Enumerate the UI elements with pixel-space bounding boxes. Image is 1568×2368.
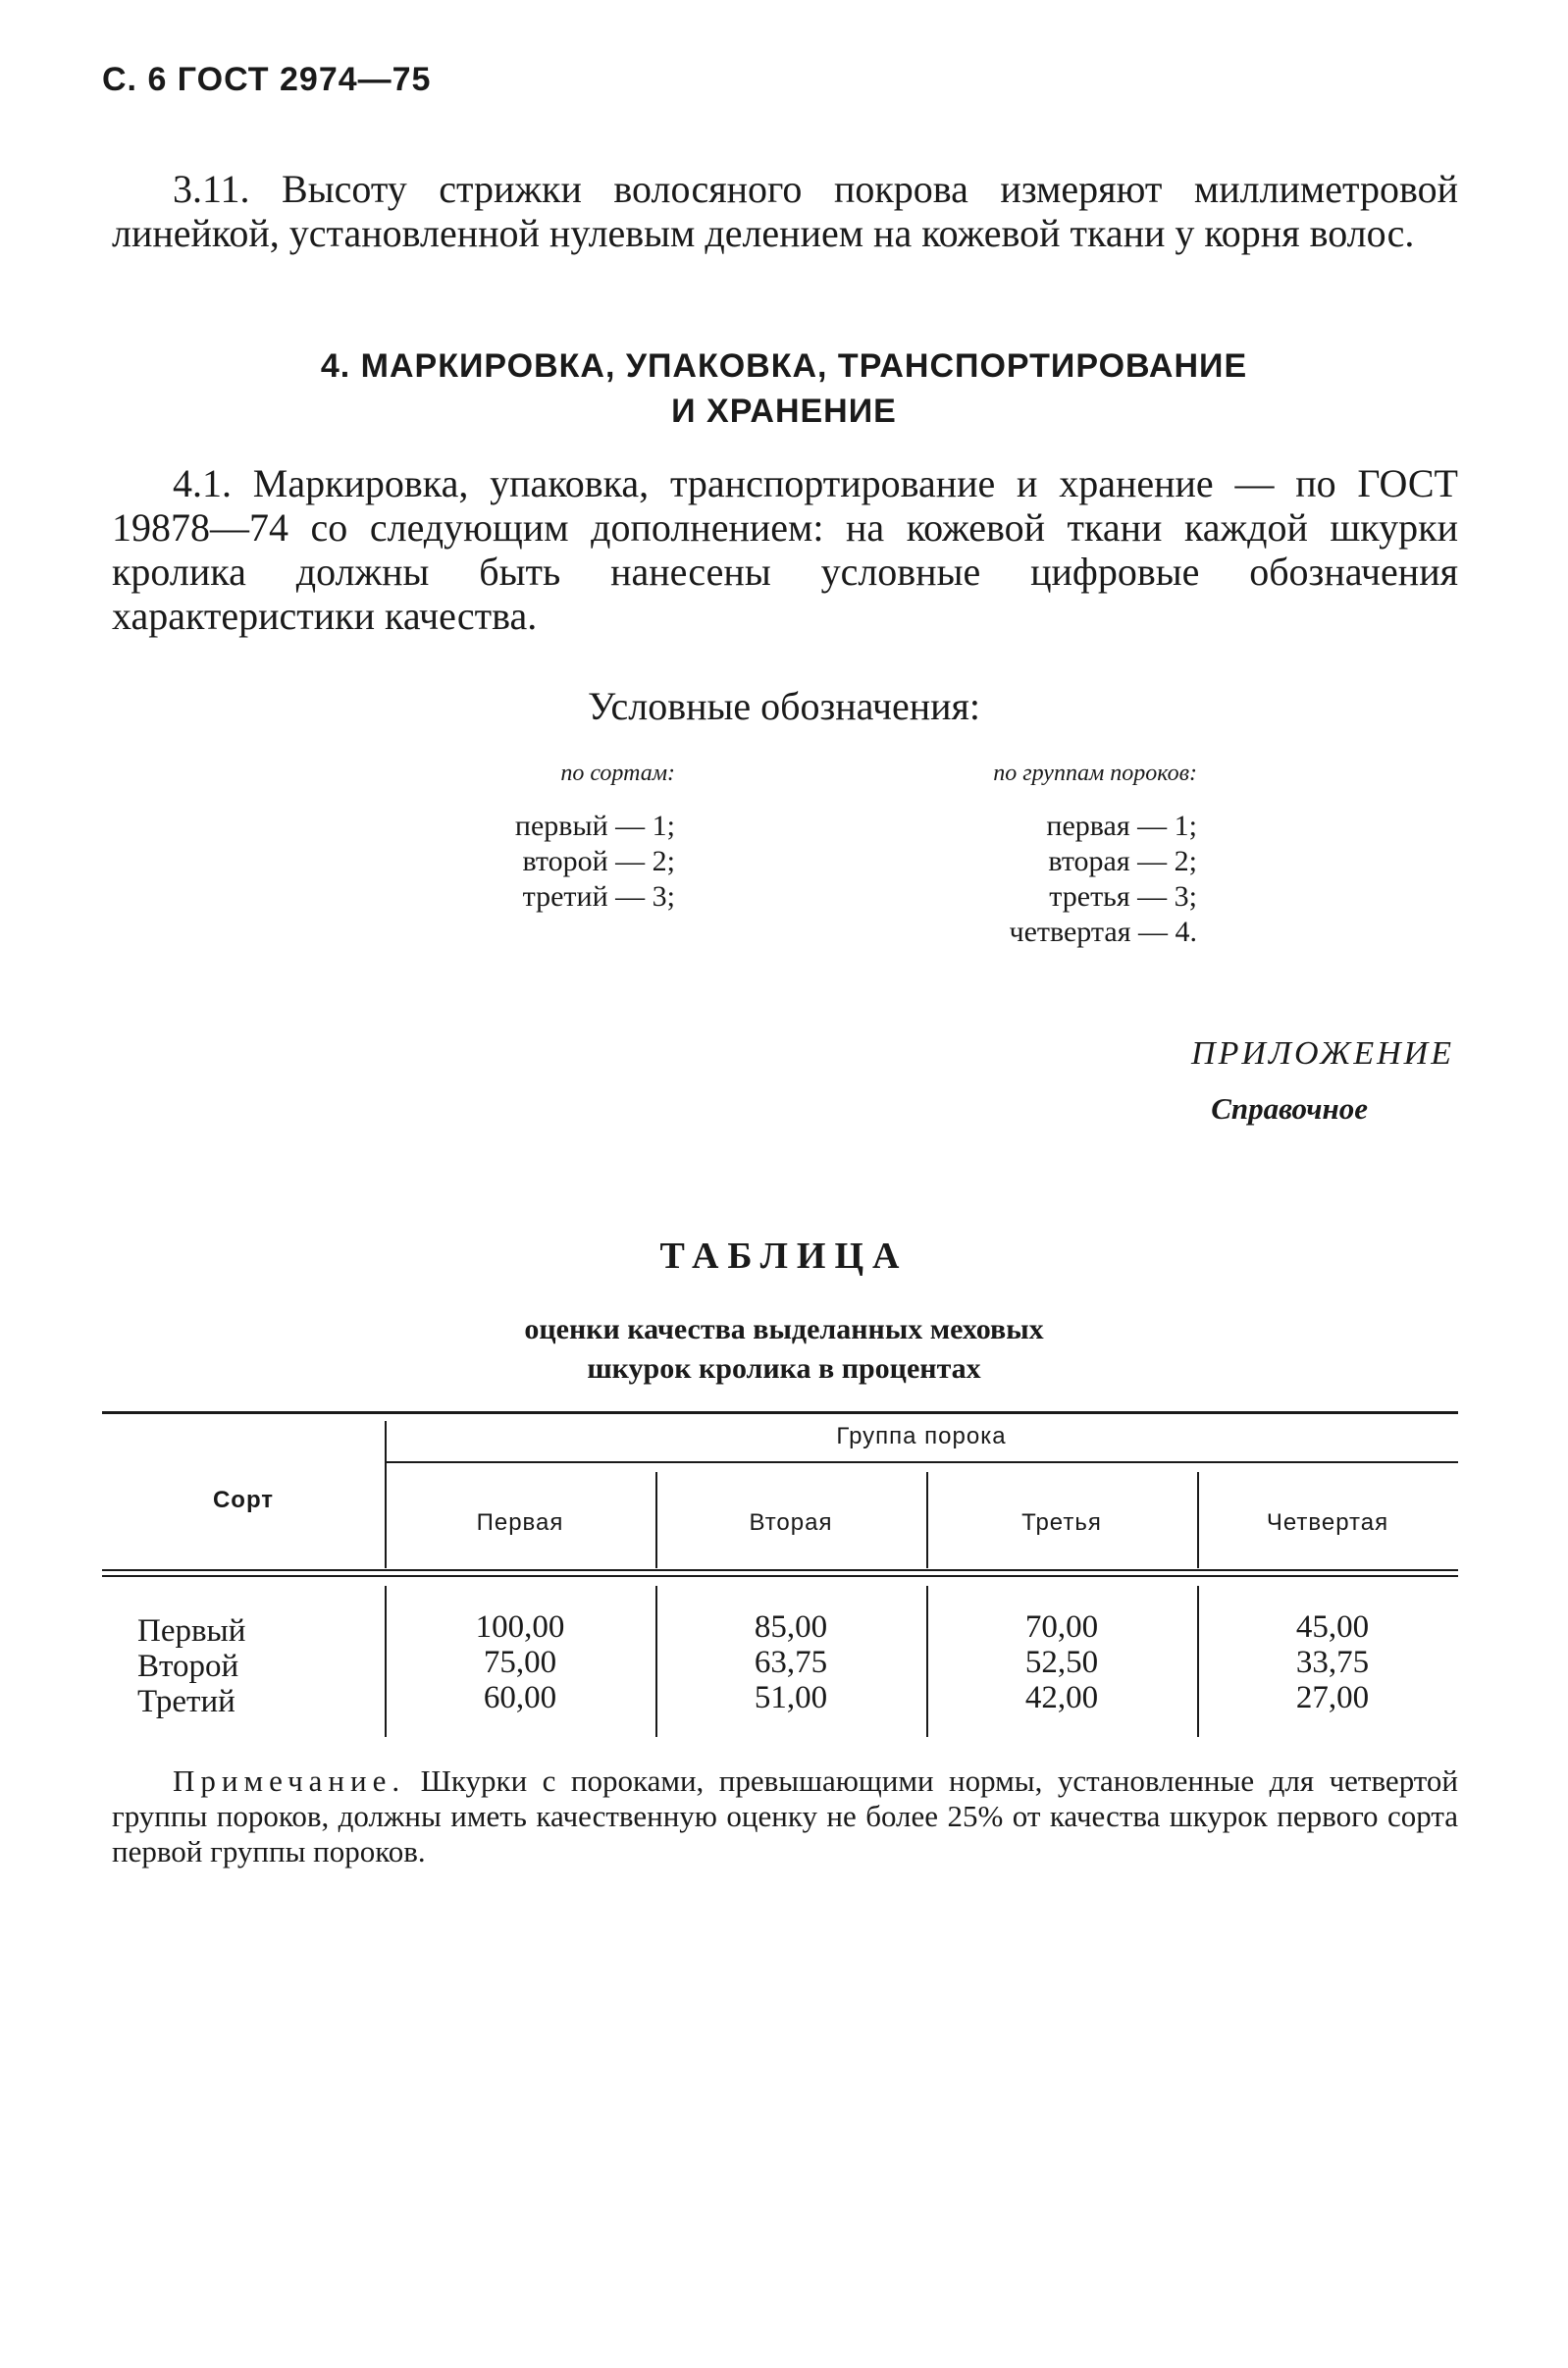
table-cell: 63,75 [754, 1645, 828, 1680]
table-group-rule [385, 1461, 1458, 1463]
legend-grade-item: третий — 3; [522, 880, 675, 913]
legend-grade-item: второй — 2; [522, 845, 675, 877]
table-header-rule-2 [102, 1575, 1458, 1577]
table-cell: 51,00 [754, 1680, 828, 1715]
table-cell: 60,00 [483, 1680, 557, 1715]
legend-defect-item: третья — 3; [1049, 880, 1197, 913]
legend-defect-item: первая — 1; [1046, 810, 1197, 842]
paragraph-4-1 [112, 461, 1458, 638]
paragraph-3-11-text: 3.11. Высоту стрижки волосяного покрова измеряют миллиметровой линейкой, установленной нулевым делением на кожевой ткани у корня волос. [112, 167, 1458, 255]
table-header-grade: Сорт [212, 1487, 275, 1513]
table-vline [1197, 1586, 1199, 1737]
table-cell: 45,00 [1295, 1609, 1370, 1645]
legend-grade-item: первый — 1; [514, 810, 675, 842]
table-cell: 70,00 [1024, 1609, 1099, 1645]
appendix-subtitle: Справочное [1211, 1091, 1368, 1126]
legend-defect-item: четвертая — 4. [1009, 916, 1197, 948]
table-col-header: Вторая [749, 1509, 833, 1536]
table-row-label: Третий [137, 1684, 235, 1719]
table-subtitle-line2: шкурок кролика в процентах [587, 1352, 981, 1385]
table-row-label: Второй [137, 1649, 239, 1684]
table-title: ТАБЛИЦА [659, 1236, 909, 1277]
table-vline [655, 1586, 657, 1737]
page-header: С. 6 ГОСТ 2974—75 [102, 61, 432, 98]
table-cell: 100,00 [475, 1609, 565, 1645]
legend-by-grade-caption: по сортам: [560, 761, 675, 786]
table-col-header: Первая [476, 1509, 564, 1536]
legend-by-defect-caption: по группам пороков: [993, 761, 1197, 786]
table-vline [385, 1586, 387, 1737]
legend-by-grade [432, 756, 675, 915]
legend-defect-item: вторая — 2; [1048, 845, 1197, 877]
table-cell: 33,75 [1295, 1645, 1370, 1680]
table-cell: 42,00 [1024, 1680, 1099, 1715]
table-row-label: Первый [137, 1613, 246, 1649]
legend-by-defect [863, 756, 1197, 950]
table-vline [926, 1586, 928, 1737]
table-note [112, 1763, 1458, 1869]
table-subtitle [0, 1310, 1568, 1389]
table-header-rule-1 [102, 1569, 1458, 1571]
table-cell: 52,50 [1024, 1645, 1099, 1680]
note-label: Примечание. [173, 1763, 406, 1798]
table-col-header: Четвертая [1266, 1509, 1389, 1536]
table-col-header: Третья [1021, 1509, 1102, 1536]
section-4-title-line1: 4. МАРКИРОВКА, УПАКОВКА, ТРАНСПОРТИРОВАНИЕ [320, 347, 1248, 385]
paragraph-3-11 [112, 167, 1458, 255]
table-cell: 75,00 [483, 1645, 557, 1680]
table-top-rule [102, 1411, 1458, 1414]
table-cell: 27,00 [1295, 1680, 1370, 1715]
appendix-title: ПРИЛОЖЕНИЕ [1191, 1035, 1454, 1072]
paragraph-4-1-text: 4.1. Маркировка, упаковка, транспортирование и хранение — по ГОСТ 19878—74 со следующим дополнением: на кожевой ткани каждой шкурки кролика должны быть нанесены условные цифровые обозначения характеристики качества. [112, 461, 1458, 638]
table-subtitle-line1: оценки качества выделанных меховых [524, 1313, 1044, 1345]
note-text: Шкурки с пороками, превышающими нормы, установленные для четвертой группы пороков, должны иметь качественную оценку не более 25% от качества шкурок первого сорта первой группы пороков. [112, 1763, 1459, 1868]
table-header-group: Группа порока [836, 1423, 1007, 1449]
legend-title: Условные обозначения: [587, 684, 981, 728]
section-4-title-line2: И ХРАНЕНИЕ [671, 393, 897, 430]
section-4-title [0, 343, 1568, 434]
table-cell: 85,00 [754, 1609, 828, 1645]
